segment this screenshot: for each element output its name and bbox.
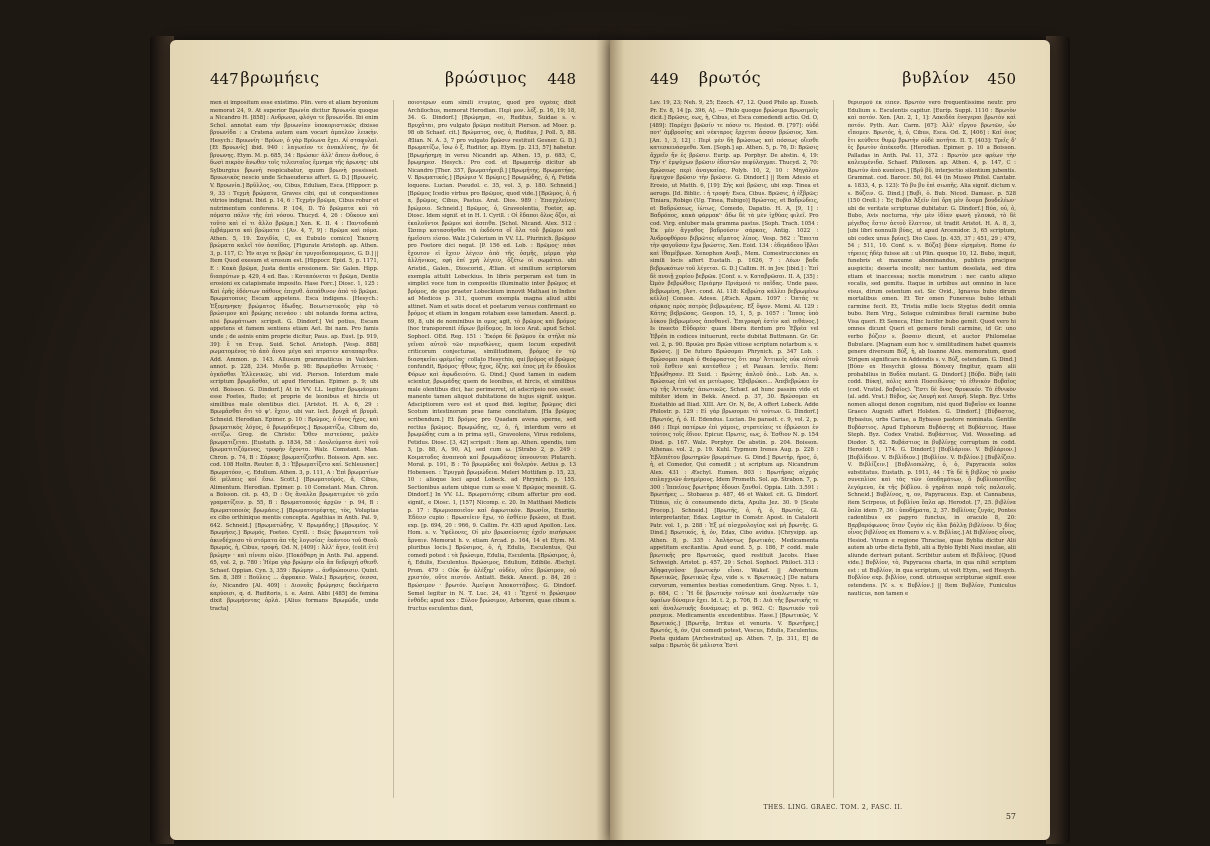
right-col-2 <box>848 100 1017 798</box>
right-col-1-text: Lev. 19, 23; Neh. 9, 25; Ezech. 47, 12. Quod Philo ap. Euseb. Pr. Ev. 8, 14 [p. 396, A]. — Philo quoque βρώσιμα Βρωσιμοῖς dicit.] Βρῶσις, εως, ἡ, Cibus, et Esca comedendi actio. Od. O, [489]: Παρέχει βρῶσίν τε πόσιν τε. Hesiod. Θ. [797]: οὐδέ ποτ' ἀμβροσίης καὶ νέκταρος ἔρχεται ἆσσον βρώσιος. Xen. [Απ. 1, 3, 12] : Περὶ μὲν δὴ βρώσεως καὶ πόσεως οἴεσθε κατεσκευάσμεθα. Xen. [Soph.] ap. Athen. 5, p. 76, D: Βρῶσις ἄχρεῖν ἤν ἐς βρῶσιν. Eurip. ap. Porphyr. De abstin. 4, 19: Τὴν τ' ἐμψύχων βρῶσιν ἐδεστῶν πεφύλαγμαι. Thucyd. 2, 70: Βρώσεως περὶ ἀναγκαίας. Polyb. 10, 2, 10 : Μηγάλου ἔμψυχον βρῶσιν τὴν βρῶσιν. G. Dindorf.] || Item Adesio et Erosio, ut Matth. 6, [19]: Σὴς καὶ βρῶσις, ubi exp. Tinea et aerugo. [Id. Biblic. : ἡ τροφή· Esca, Cibus. Βρῶσις, ἡ ἐξβρῶς: Tiniara, Robigo (Ug. Tinea, Rubigo)] Βρώστας, et Βαδρώδεις, et Βαδρώσεως, ἰὼτως, Comedo, Dapatio. H. A, [9, 1] : Βαδρόπος, κακὰ φάρμακ'· ἄδω δὲ τὰ μὲν ἰχθύας φιλεῖ. Pro cod. Virg. enluber mala gramma pastus. [Soph. Trach. 1054 : Ἐκ μὲν ἄγγαθος βαδρούσιν σάρκας, Antig. 1022 : Ἀνδροφθόρου βιβρῶτες αἵματος λίπος. Vesp. 562 : Ἔπειτα τὴν φαγοῦσαν ἔχω βρώστις. Xen. Eoid. 134 : ἐδεμάδεου ἴβλοι καὶ ἴθαμέβρωσ. Xenophon Αναβ., Mem. Comestrucciones ex simili locis affert Eustath. p. 1626, 7 : Λέων βαδε βεβρωκότων τοῦ λέγεται. G. D.] Callim. H. in Jov. [ibid.] : Ἑπί δὲ πνοιῇ χορίου βεβρῶκ. [Conf. s. v. Καταβρῶσαι. II. A, [35] : Ὠμὸν βεβρώθοις Πριάμην Πριάμοιό τε παῖδας. Unde pass. βεβρωμένη, [Ἀντ. cond. Al. 118: Κεβρώτᾳ κάλλει βεβρωμένω κέλλο] Conseα. Adesα. [Æsch. Agam. 1097 : Ὀπτάς τε σάρκας πρὸς πατρὸς βεβρωμένας. Εξ ὄψον. Memi. Al. 129 : Κάτης βεβρῶσας. Geopon. 15, 1, 5, p. 1057 : Ἵππος ὑπὸ λύκου βεβρωμένος ἀποθανεῖ. Ἐπιγραφὴ ἐστὶν καὶ πιθάνος.] Is insecto Eὔδορέα· quam libera iterdum pro Ἐβρέα vel Ἑβρέα in codices inituerunt, recte dubitat Buttmann. Gr. Gr. vol. 2, p. 90. Βρυῶα pro Βρῶα vitiose scriptum notarbum s. v. Βρῶσις. || De futuro Βρώσομαι Phrynich. p. 347 Lob. : Βρώσομαι παρὰ ὁ Θεόφραστος ὅτι παρ' Ἀττικοῖς οὐκ αὐτοῦ τοῦ ἔσθειν καὶ κατέσθειν ; et Pausan. Ιστεῖν. Item: Ἐβρώθησαν. Et Suid. : Βρώτης ἀπλοῦ ὁπὸ... Lob. An. s. Βρώσεως ἐπὶ vel ex μετέωρος. Ἐβεβρώκει... Ἀπεβεβρώκει ἐν τῷ τῆς Ἀττικῆς· ἀπωτικῶς. Schæf. ad hunc passim vide et mihiter idem in Bekk. Anecd. p. 37, 30. Βρώσομαι ex Eustathio ad Iliad. XIII. Arr. Or. Ν, 8e, Α offert Lobeck. Adde Philostr. p. 129 : Εἰ γὰρ βρωσομαι τὸ τούτων. G. Dindorf.] [Βρωτός, ἡ, ό. II. Edendus. Lucian. De parasit. c. 9, vol. 2, p. 846 : Περὶ πατέρων ἐπὶ γάμοις, στρατείαις τε ἐβρώσεσι ἐν τούτοις τοῖς ἔδιον. Epicur. Πρωτις, εως, ὁ. Έσθιον Ν. p. 154 Diod. p. 167. Walz. Porphyr. De abstin. p. 204. Boisson. Athenas. vol. 2, p. 19. Kuhl. Typmum Irenes Aug. p. 228 : Ἐβλεπέτου βρωτηρῶν βρωμάτων. G. Dind.] Βρωτήρ, ῆρος, ὁ, ἡ, et Comedor, Qui comedit ; ut scriptum ap. Nicandrum Alex. 431 : Æschyl. Eumen. 803 : Βρωτῆρας αἰχμὰς σπλαγχνῶν ἀνημέρους. Idem Prometh. Sol. ap. Strabon. 7, p. 300 : Ἱππείους βρωτῆρας ἔδουσι ξανθοί. Oppia. Lith. 3.591 : Βρωτήρες ... Stobaeus p. 487, 46 et Wakef. cit. G. Dindorf. Titinus, εἰς ἀ consumendo dicta, Apulia Jez. 30. 9 [Scate Procop.]. Schneid.] [Βρωτής, ὁ, ἡ, ὁ, Βρωτός, Gl. interpretantur, Edax. Legitur in Comstr. Apost. in Catalorii Patr. vol. 1, p. 288 : Ἐξ μέ αἰσχρολογίας καὶ μὴ βρωτῆς. G. Dind.] Βρωτικός, ἡ, ὁν, Edax, Cibo avidus. [Chrysipp. ap. Athen. 8, p. 335 : Ἀπλήστως βρωτικάς. Medicamenta appetitum excitantia. Apud eund. 5, p. 186, F codd. male βρωτικῆς pro Βρωτικῶς, quod restituit Jacobs. Hase Schweigh. Aristot. p. 457, 29 : Schol. Sophocl. Philoct. 313 : Ἀδηφαγοῦσα· βρωτικὴν εἶναι. Wakef. || Adverbium Βρωτικῶς, βρωτικῶς ἔχω, vide s. v. Βρωτικῶς.] [De natura corvorum, vementes bestias comedentium. Greg. Nyss. t. 1, p. 684, C : Ἢ δὲ βρωτικὴν τούτων καὶ ἀναλωτικὴν τῶν ὑφαίων δύναμιν ἔχει. Id. t. 2, p. 706, B : Διὰ τῆς βρωτικῆς τε καὶ ἀναλωτικῆς δυνάμεως; et p. 962. C: Βρωτικόν τοῦ ρασμεικ. Medicamentis excedentibus. Hase.] [Βρωτικῶς, V. Βρωτικός.] [Βρωτῆρ, Irritus et venuris. V. Βρωτῆρες.] Βρωτός, ἡ, όν, Qui comedi potest, Vescus, Edulis, Esculentus. Poeta quidam [Archestratus] ap. Athen. 7, [p. 311, E] de salpa : Βρωτὸς δὲ μάλιστα Ἐστὶ <box>650 100 819 650</box>
left-page <box>170 40 610 840</box>
left-page-number-2: 448 <box>547 70 576 88</box>
right-page-footer <box>650 802 1016 826</box>
left-col-2-text: ποιοτέρων eum simili ἐτυμίας, quod pro ὑγρέας dixit Archilochus, memorat Herodian. Περὶ μον. λέξ. p. 16, 19; 18, 34. G. Dindorf.] [Βρώμημα, -οι, Ruditus, Suidae s. v. Βρυχᾶται, pro vulgato βρῶμα restituit Pierson. ad Moer. p. 98 ob Schaef. cit.] Βρώματος, ους, ὁ, Ruditus, J Poll. 5, 88. Ælian. N. A. 3, 7 pro vulgato βρῶσιν restituit Gesner. G. D.] Βρωματίζω, ἴσω ὁ ξ. Ruditor, ap. Etym. [p. 213, 57] habetur. [Βρωμήσημη in versu Nicandri ap. Athen. 15, p. 683, C, βρωμηρεσ. Hesych.: Pro cod. et Βρωματήρ dicitur ab Nicandro [Ther. 357, βρωματήρειβ.] [Βρωμήτης. Βρωματήας. V. Βρωματικός.] [Βρώμισ V. Βρώμις.] Βρωμώδης, ὁ, ἡ, Fetida loquens. Lucian. Pseudol. c. 35, vol. 3, p. 180. Schneid.] [Βρῶμος Icedio virbus pro Βρῶμος, quod vide.] [Βρῶμος, ὁ, ἡ α, βρῶμος, Cibus, Pastus. Arat. Dios. 989 : Ἐπαγχλείνες βρώμοιο. Schneid.] Βρῶμος, ὁ, Graveolentia, Foetor, ap. Diosc. Idem signif. et in H. I. Cyrill. : Οἱ ἔδαποι ὅλος ὄζοι, αἱ ἐκαλοῦντοι βρῶμοι καὶ ἀσπιθα. [Schol. Nicand. Alex. 512 : Ὥσπερ κατασοῆσθαι τὰ ἐκδόντα οἵ ὅλα τοῦ βρῶμου καὶ ἡμεῖσοτι εἰσαο. Walz.] Celerium in VV. LL. Plurinich. βρῶμον pro Foetore dici negat. [P. 156 ed. Lob. : Βρῶμος· πάσι ἔχουτον εἰ ἔχειν λέγειν ἀπὸ τῆς ὀσμῆς, μέρμα γὰρ ἀλλήνικος, εφή ἐπί χρὴ λέγειν, ὄζέτω οἱ σωμάτιο. ubi Aristid., Galen., Dioscorid., Ælian. et similium scriptorum exempla attulit Lobeckius. In libris perperam est tum in simplici voce tum in compositis illuminatio inter βρῶμος et βρόμος, de quo praeter Lobeckium innovit Mathaei in Indice ad Medicos p. 311, quorum exempla magna aliud alibi attinet. Nam et satis docet et poetarum versus confirmant eo βρόμος et etiam in longam rotabam esse tamedam. Anecd. p. 69, 8, ubi de nominibus in ομος agit, τὸ βρῶμος καὶ βρόμος (hoc transporenit ἐδρων βρίδομος. In loco Arat. apud Schol. Sophocl. OEd. Reg. 151 : Ἐκόρα δὲ βρῶμου ἐκ στήλα πὼ γεῖναι αὐτοῦ τῶν περισθώνες, quem locum expedivit criticorum conjecturae, similitudinem, βρόμος ἐν τῷ διασηκεῖαι φρέμεῖας· collato Hesychio, qui βρόμος et βρῶμος confundit, Βρόμος· ἦθους ἦχος, ὄζης. καὶ ἐπος μὴ ἔν ἔδουλοι Φόρων καὶ ἀφωδειούτο. G. Dind.] Quod tamen in eadem scientur, βρωμάδης quem de leonibus, et hircis, et similibus male olentibus dici, hac perimerret, ut adscripsio non esset. manente tamen aliquot dubitatione de hujus signif. usique. Adsciptiorem vero est et quod ibid. legitur, βρῶμος dici Scotum intestinorum prae fame concitatum. [Ha βρῶμος scribendum.] Et βρόμος pro Quadam avena sperne, sed rectius βρῶμος. Βρωμώδης, ες, ὁ, ἡ, interdum vero et βρωμῶδης cum a in prima syll., Graveolens, Virus redolens, Fetidus. Diosc. [3, 42] scripsit : Item ap. Athen. opendis, ium 3, [p. 88, A, 90, A], sed cum ω. [Strabo 2, p. 249 : Κοιματοδες ἀναπνοὰ καί βρωμωδέσας ὑπνουνται Plutarch. Moral. p. 191, B : Τὸ βρωμῶδες καὶ θολερὸν. Aetius p. 13 Hobensen. : Ἐρυγμὰ βρωμώδεια. Meleri Mottifam p. 15, 23, 10 : alioque loci apud Lobeck. ad Phrynich. p. 155. Sectionibus autem ubique cum ω esse V. Βρῶμος mesniit. G. Dindorf.] In VV. LL. Βρωματιότης cibum affertur pro eod. signif., e Diosc. 1, [157] Nicomp. c. 20. In Matthaei Medicis p. 17 : Βρωμιοποιεῖον καί ἀφρωτικὸν. Βρωσίοι, Exuriio, Ἐδέειν cupio : Βρωσείειν ἔχω, τὸ ἐσθίειν βρώσει, ut Eust. exp. [p. 694, 20 : 966, 9. Callim. Fr. 435 apud Apollon. Lex. Hom. s. v. Ὑφέλονες, Οἱ μὲν βρωσείοντες ἐχεῖν πισήσωνε ἄρναιν. Memorat h. v. etiam Arcad. p. 164, 14 et Etym. M. pluribus locis.] Βρῶσιμος, ὁ, ἡ, Edulis, Esculentus, Qui comedi potest : τὰ βρώσιμα, Edulia, Esculenta. [Βρώσιμος, ὁ, ἡ, Edulis, Esculentus. Βρώσιμος, Edulium, Edibile. Æschyl. Prom. 479 : Οὐκ ἦν ἀλέξημ' οὐδὲν, οὔτε βρώσιμον, οὐ χριστόν, οὔτε πιστόν. Antiatt. Bekk. Anecd. p. 84, 26 : Βρώσιμον · βρωτόν. Ἀμείψια Ἀποκοττάβοις. G. Dindorf. Semel legitur in N. T. Luc. 24, 41 : Ἔχετέ τι βρώσιμον ἐνθάδε; apud xxx : Ξύλον βρώσιμον, Arborem, quae cibum s. fructus esculentus dant, <box>407 100 576 612</box>
right-page-body <box>650 100 1016 798</box>
left-page-footer <box>210 802 576 826</box>
left-col-2 <box>408 100 577 798</box>
right-col-1 <box>650 100 819 798</box>
left-page-body <box>210 100 576 798</box>
right-headword-1: βρωτός <box>698 68 762 87</box>
left-page-header <box>210 68 576 92</box>
left-col-1-text: men ei impositum esse existimo. Plin. vero et aliam bryonium memorat 24, 9. At superior Βρωνία dicitur Βρυωνία quoque a Nicandro H. [858] : Ανδρωνα, φλόγα τε βρυωνίδα. Ibi enim Schol. annotat eam τὴν βρυωνίαν ὑποκοριστικῶς dixisse βρυωνίδα : a Cratena autem eam vocari ἀμπελον λευκὴν. Hesych.: Βρυωνίη · Βρύων, ὁ γὰρ Βρύωνα ἔχει. Αί σταφυλαὶ. [Et Βρυωνίς] ibid. 940 : λαγωείον τε ἀνακλίνας, ἦν δὲ βρυωνης. Etym. M. p. 685, 34 : Βρώσκε· ἀλλ' ἅπειν ἄνθους, ὁ δωσὶ πικρὸν ἄνωθεν τοῖς τελευταῖος ἔμνημα τῆς ἀρωνης· ubi Sylburgius βρωνὴ respicabatur, quum βρωνὴ possisset. Βρυωνικὸς nescio unde Schaeuderus affert. G. D.] [Βρυωνίς. V. Βρυωνία.] Βρῦλλος, -ου, Cibus, Eduliam, Esca. [Hippocr. p. 9, 33 : Τεχμὴ βρώματα, Graves cibi, qui ut conquestiones vitrios indignat. Ibid. p. 14, 6 : Τεχμὴν βρῶμα, Cibus robur et nutrimentum conferens. P. 104, D. Τὸ βρῶματα καὶ τὰ πόματα πάλιν τῆς ἐπὶ νόσου. Thucyd. 4, 26 : Οὔκουν καὶ τοῦτο καὶ εἰ τι ἄλλο βρῶμα.] Xen. K. II. 4 : Παντοδαπὰ ἐμβάμματα καὶ βρώματα : [Αν. 4, 7, 9] : Βρῶμα καὶ πόμα. Athen. 5, 19. Σαγιδία, C, ex Eubulo comico] Ἐκαστῃ βρώματα καλεῖ τὸν ἀσπίδας. [Figurate Aristoph. ap. Athen. 3, p. 117, C: Ἦν αιγα τε βρῶμ' ἐπ τρυγοιδοπομομενε, G. D.] || Item Quod exesum et erosum est. [Hippocr. Epid. 5, p. 1171, E : Κακὰ βρῶμα, Justa dentis erosionem. Sic Galen. Hipp. διαπρύτων p. 429, 4 ed. Bas. : Καταπόνεται τι βρῶμα, Dentis erosioni ex catapismate imposito. Hase Forc.] Diosc. 1, 125 : Καὶ ἑρῆς ἐδόντων πάθους ἐπιχυθ. ἀσπάθινον ἀπὸ τὸ βρῶμα. Βρωματοπυις Escam appetens. Esca indigens. [Hesych.: Ἐξομηνηκη· βρώματος ἔδωδης. Βοιωτιστικοῦς γὰρ τὸ βρώσιμον καὶ βρώμης πεινάου : ubi notanda forma activa, nisi βρωμάτιωσι scripsit. G. Dindorf.] Vel potius, Escam appetens et famem sentiens etiam Aet. Ibi nam. Pro famis unde ; de asinis enim proprie dicitur, Paus. ap. Eust. [p. 919, 39]: ἔ τα Ετυμ. Suid. Schol. Aristoph. [Vesp. 888] ρωματομένος τὸ ἀπὸ ἄνου μέγα καὶ πτρατεν καταπαριθεν. Add. Ammon. p. 143. Allusum grammatiicus in Valcken. annot. p. 228, 234. Μοιδα p. 98: Βρωμᾶσθαι Ἀττικὸς · ὀγκᾶσθαι Ἑλλενικῶς. ubi vid. Pierson. Interdum male scriptum βρωμᾶσθαι, ut apud Herodian. Epimer. p. 9; ubi vid. Boisson. G. Dindorf.] At in VV. LL. legitur βρωμάομαι esse Foetes, Rudo; et proprie de leonibus et hircis ut similibus male olentibus dici. [Aristot. H. A. 6, 29 : Βρωμᾶσθαι ὅτι τὸ ψ'. ἔχειν, ubi var. lect. βρυχᾶ et βρυμᾶ. Schneid. Herodian. Epimer. p. 10 : Βρῶμος, ὁ ὄνος ἦχος, καὶ βρωματικὸς λόγος, ὁ βρωμάδεμος.] Βρωματίζω, Cibum do, -οιτίζω. Greg. de Christo: Ὅθεν πιστεύσας, μαλὲν βρωματιζεται. [Eustath. p. 1834, 58 : Δουλεύματα ἀντὶ τοῦ βρωματιτιζόμενος, τροφὴν ἔχοντα. Walz. Comstant. Man. Chron. p. 74, B : Σάρκες βρωματίζεσθαι. Boisson. Apn. sec. cod. 108 Holtn. Reuter. 8, 3 : Ἐβρωματίζετο καί. Schleusner.] Βρωματόον, -ς. Edulium. Athen. 3, p. 111, A : Ἐπὶ βρωματίων δὲ μέλπεις κοί ἔσω. Scott.] [Βρωματούρός, ᾶ, Cibus, Alimentum. Herodian. Epimer. p. 10 Comstant. Man. Chron. a Boisson. cit. p. 45, D : Ός ἄναλλα βρωματιμένε τὸ χεῖα γραματίζειν. p. 55, B : Βρωματοποιός ἀρχῶν · p. 94, B : Βρωματοποιὸς βρωμάεις.] [Βρωματοτρέφτης, τὸς, Voluptas ex cibo orthinique mentis concepta. Agathias in Anth. Pal. 9, 642. Schneid.] [Βρωματώδης. V. Βρωμάδης.] [Βρωμέος. V. Βρωμήεις.] Βρωμός, Foeteo. Cyrill. : Βιῶς βρωματευτι τοῦ ἀκινδέχοισο τὸ στόματα ἀπ τῆς λογισίας· ἐκάντου τοῦ Θεοῦ. Βρωμός, ἡ, Cibus, τροφή. Od. N, [409] : Ἀλλ' ἄγεν, (colit ἐτι) βρώμην · καὶ πίνεαι αἰῶν. [Ποκάθαρη in Anth. Pal. append. 65, vol. 2, p. 780 : Ἠὲρα γὰρ βρώμην οἶα ἄπ δεδρυχή σθεσθ. Schaef. Oppian. Cyn. 3, 359 : Βρώμην ... ἀνθρώποισιν. Quint. Sm. 8, 389 : Βούλεις ... ἄφρακεσ. Walz.] Βρωμήεις, όεσσα, ἐν, Nicandro [Al. 409] : Διονεᾶς βρώμησις δκελήματα καρύοισι, q. d. Ruditoris, i. e. Asini. Alibi [485] de femina dixit βρωμήεντας ὀρλά. [Alius formans Βρωμῶδε, unde tracta] <box>210 100 379 612</box>
right-page <box>610 40 1050 840</box>
right-headword-2: βυβλίον <box>902 68 970 87</box>
left-headword-2: βρώσιμος <box>445 68 527 87</box>
left-page-number-1: 447 <box>210 70 239 88</box>
column-divider <box>393 100 394 798</box>
book-gutter <box>596 40 624 840</box>
right-page-number-1: 449 <box>650 70 679 88</box>
left-headword-1: βρωμήεις <box>240 68 320 87</box>
left-col-1 <box>210 100 379 798</box>
right-footer-sheet-number: 57 <box>1005 812 1016 821</box>
right-col-2-text: θερισμοῦ ἐκ εἶπεν. Βρωτὸν vero frequentissime neutr. pro Edulium s. Esculentis capitur. [Eurip. Suppl. 1110 : Βρωτὸν καὶ ποτόν. Xen. [Απ. 2, 1, 1]: Λακιδέα ἐναγεραι βρωτὸν καὶ ποτόν. Pyth. Aur. Carm. [67]: Ἀλλ' εἴργου βρωτῶν, ὧν εἴπομεν. Βρωτός, ἡ, ὁ, Cibus, Esca. Od. Σ, [406] : Καί ὀιος ἔτι κεύθετε θυμῷ βρωτὴν οὐδὲ ποτῆτα. II. T, [403]: Τρεῖς δ' ἐς βρωτὸν ἀπέκεσθε. [Herodian. Epimer. p. 10 a Boisson. Palladas in Anth. Pal. 11, 372 : Βρωτὸν μεν φρέων τὴν καλευμένιδα. Schaef. Philoxen. ap. Athen. 4, p. 147, C : Βρωτὺν ἀπὸ κυπέσσι.] [Βρῦ βῦ, interjectio silentium jubentis. Grammat. cod. Barocc. 50, fol. 44 (in Museo Philol. Cantabr. a. 1833, 4, p. 123): Τὸ βυ βυ ἐπὶ σιωπῆς. Alia signif. dictum v. s. Βύζειν. G. Dind.] [Βυβὶ, ὁ. Bub. Nicod. Damasc. p. 528 (150 Orell.) : Ἐς Βυβὶα Ἀξεῖν ἐπὶ ὄρη μὲν ὄνομα βουδελέων· ubi de veritate scripturae dubitatur. G. Dindorf.] Βύα, οὐ, ὁ, Bubo, Avis nocturna, τὴν μὲν ἰδίαν φωνὴ γλαυκά, τὸ δὲ μέγεθος ἔστιν ἀετοῦ ἔλαττον, ut tradit Aristot. H. A. 8, 3, [ubi libri nonnulli βύας, ut apud Arcemidor. 3, 65 scriptum, ubi codex unus βρίας]. Dio Cass. [p. 435, 37 ; 451, 29 ; 479, 54 ; 511, 10. Conf. s. v. Βύζα] βύαν εἰρημένη. Rome ἐν τήρειες ἡδέρ fuisse ait : ut Plin. quoque 10, 12. Bubo, inquit, funebris et maxume abominandus, publicis pracipue auspiciis; deserta incolit; nec tantum desolata, sed dira etiam et inaccessa; noctis monstrum : nec cantu aliquo vocalis, sed gemitu. Itaque in urbibus aut omnino in luce visus, dirum ostentum est. Sic Ovid., Ignavus bubo dirum mortalibus omen. Et Ter omen Funereus bubo lethali carmine fecit. Et, Tristia mille locis Stygius dedit omnia bubo. Item Virg., Solaque culminibus ferali carmine bubo Visa queri. Et Seneca, Hinc lucifer bubo gemit. Quod vero hi omnes dicunt Queri et gemere ferali carmine, id Gr. uno verbo βύζειν s. βοσαιν dicunt, et auctor Philomelae Bubulare. [Magnam eum hoc v. similitudinem habet quamvis genere diversum Βύξ, ἡ, ab Ioanne Alex. memoratum, quod Strigem significare in Addendis s. v. Βύξ, ostendam. G. Dind.] [Βύαν ex Hesychii glossa Βόαναγ fingitur, quam alii probabilius in Βυδὲα mutant. G. Dindorf.] [Βύβα. Βύβη (alii codd. Βύκη), πόλις κατὰ Ποσειδώνος· τὸ ἐθνικὸν Βυβαῖος (cod. Vratisl. βαβαῖος). Ἔστι δὲ ὄνος Φρυκικόν. Τὸ ἐθνικὸν (al. add. Vrat.) Βύβος, ὡς Λαυρή καὶ Λαυρῆ. Steph. Byz. Urbs nomen alioqui denon cognitum, nisi quod Βυβαῖον ex Ioanne Graeco Augusti affert Holsten. G. Dindorf.] [Βύβαστος, Bybasius, urbs Cariae, a Bybasso pastore nominata. Gentile Βυβάστιος. Apud Ephorum Βυβάστης et Βυβάστιος. Hase Steph. Byz. Codex Vratisl. Βυβάστιος. Vid. Wesseling. ad Diodor. 5, 62. Βυβάστιος in βυβλίνῃς corruptum in codd. Herodoti 1, 174. G. Dindorf.] [Βυβλάριον. V. Βιβλάριον.] [Βυβλίδιον. V. Βιβλίδιον.] [Βυβλίον. V. Βιβλίον.] [Βυβλίζειν. V. Βιβλίζειν.] [Βυβλιοπώλης, ὁ, ὁ, Papyraceis solos substitatus. Eustath. p. 1911, 44 : Τὰ δὲ ἡ βιβλος τὸ μικὸν συνεπλὶσε καὶ τὰς τῶν ὑποδημάτων, ὅ βυβλιοποτίδες λεγόμενα, ἐκ τῆς βύβλου. ὁ γηρᾶται παρὰ τοῖς παλαιοῖς. Schneid.] Βυβλίνος, η, ον, Papyraceus. Exp. et Cannabeus, item Scirpeus, ut βυβλίνα ὅπλα ap. Herodot. [7, 25. βιβλίνα ὕπλα idem 7, 36 : ὑποδήματα, 2, 37. Βιβλίνας ζυγάς, Pontes cadentibus ex papyro functus, in oraculo 8, 20: Βαρβαρόφωνος ὅταν ζυγὸν εἰς ἅλα βάλλῃ βιβλίνον. Ὁ δῖος οἶνος βιβλίνος ex Homerο v. s. v. Βιβλίας.] At Βιβλίνος οἶνος, Hesiod. Vinum e regione Thraciae, quae Byblia dicitur Alii autem ab urbe dicta Bybli, alii a Byblo Bybli Naxi insulae, alii aliunde derivari putant. Scribitur autem et Βιβλίνος. [Quod vide.] Βυβλίον, τὸ, Papyracea charta, in qua nihil scriptum est : ut Βυβλίον, in qua scriptum, ut volt Etym., sed Hesych. Βυβλίον exp. βιβλίον, cond. utriusque scripturae signif. esse ostendens. [V. s. v. Βυβλίον.] || Item Βυβλίον, Funiculus nauticus, non tamen e <box>847 100 1016 597</box>
right-page-number-2: 450 <box>987 70 1016 88</box>
right-footer-signature: THES. LING. GRAEC. TOM. 2, FASC. II. <box>763 804 903 811</box>
column-divider <box>833 100 834 798</box>
right-page-header <box>650 68 1016 92</box>
